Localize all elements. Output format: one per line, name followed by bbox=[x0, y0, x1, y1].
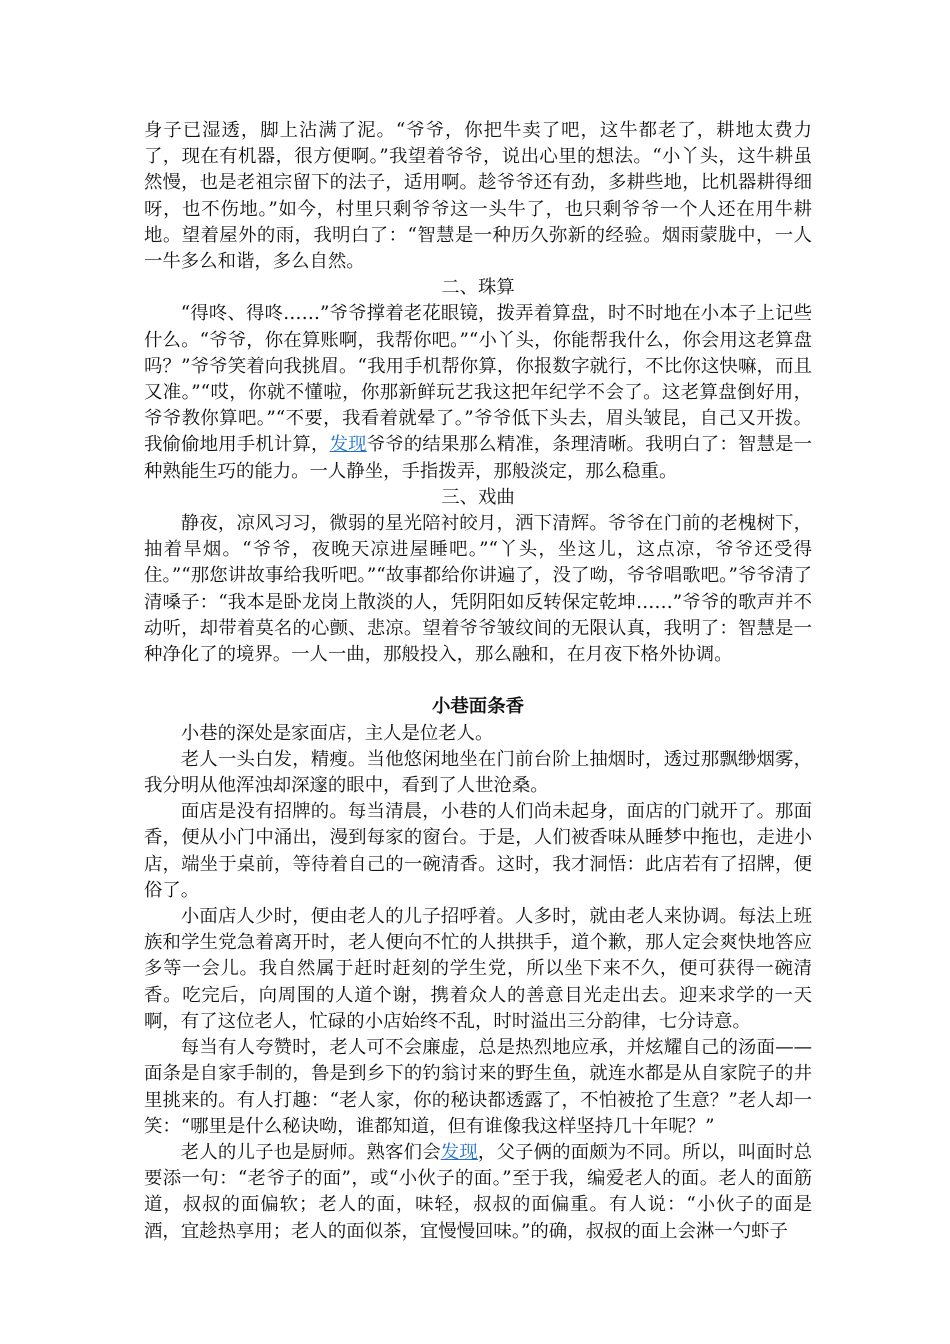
paragraph-abacus-text-a: “得咚、得咚……”爷爷撑着老花眼镜，拨弄着算盘，时不时地在小本子上记些什么。“爷爷，你在算账啊，我帮你吧。”“小丫头，你能帮我什么，你会用这老算盘吗？”爷爷笑着向我挑眉。“我用手机帮你算，你报数字就行，不比你这快嘛，而且又准。”“哎，你就不懂啦，你那新鲜玩艺我这把年纪学不会了。这老算盘倒好用，爷爷教你算吧。”“不要，我看着就晕了。”爷爷低下头去，眉头皱昆，自己又开拨。我偷偷地用手机计算， bbox=[144, 303, 812, 456]
article-title: 小巷面条香 bbox=[432, 696, 524, 718]
article-paragraph-4: 小面店人少时，便由老人的儿子招呼着。人多时，就由老人来协调。每法上班族和学生党急着离开时，老人便向不忙的人拱拱手，道个歉，那人定会爽快地答应多等一会儿。我自然属于赶时赶刻的学生党，所以坐下来不久，便可获得一碗清香。吃完后，向周围的人道个谢，携着众人的善意目光走出去。迎来求学的一天啊，有了这位老人，忙碌的小店始终不乱，时时溢出三分韵律，七分诗意。 bbox=[144, 906, 812, 1032]
article-paragraph-2: 老人一头白发，精瘦。当他悠闲地坐在门前台阶上抽烟时，透过那飘缈烟雾，我分明从他浑浊却深邃的眼中，看到了人世沧桑。 bbox=[144, 748, 812, 797]
link-discover-2[interactable]: 发现 bbox=[440, 1141, 478, 1163]
article-paragraph-6-text-b: ，父子俩的面颇为不同。所以，叫面时总要添一句：“老爷子的面”，或“小伙子的面。”至于我，编爱老人的面。老人的面筋道，叔叔的面偏软；老人的面，味轻，叔叔的面偏重。有人说：“小伙子的面是酒，宜趁热享用；老人的面似茶，宜慢慢回味。”的确，叔叔的面上会淋一勺虾子 bbox=[144, 1141, 812, 1242]
article-paragraph-6 bbox=[144, 1140, 812, 1245]
document-page bbox=[144, 118, 812, 1245]
article-paragraph-3: 面店是没有招牌的。每当清晨，小巷的人们尚未起身，面店的门就开了。那面香，便从小门中涌出，漫到每家的窗台。于是，人们被香味从睡梦中拖也，走进小店，端坐于桌前，等待着自己的一碗清香。这时，我才洞悟：此店若有了招牌，便俗了。 bbox=[144, 801, 812, 901]
section-heading-opera: 三、戏曲 bbox=[441, 486, 515, 508]
article-paragraph-5: 每当有人夸赞时，老人可不会廉虚，总是热烈地应承，并炫耀自己的汤面——面条是自家手制的，鲁是到乡下的钓翁讨来的野生鱼，就连水都是从自家院子的井里挑来的。有人打趣：“老人家，你的秘诀都透露了，不怕被抢了生意？”老人却一笑：“哪里是什么秘诀呦，谁都知道，但有谁像我这样坚持几十年呢？” bbox=[144, 1037, 812, 1137]
section-heading-abacus: 二、珠算 bbox=[441, 277, 515, 299]
paragraph-ox-farming-end: 身子已湿透，脚上沾满了泥。“爷爷，你把牛卖了吧，这牛都老了，耕地太费力了，现在有机器，很方便啊。”我望着爷爷，说出心里的想法。“小丫头，这牛耕虽然慢，也是老祖宗留下的法子，适用啊。趁爷爷还有劲，多耕些地，比机器耕得细呀，也不伤地。”如今，村里只剩爷爷这一头牛了，也只剩爷爷一个人还在用牛耕地。望着屋外的雨，我明白了：“智慧是一种历久弥新的经验。烟雨蒙胧中，一人一牛多么和谐，多么自然。 bbox=[144, 120, 812, 273]
article-paragraph-1: 小巷的深处是家面店，主人是位老人。 bbox=[180, 722, 494, 744]
paragraph-abacus-text-b: 爷爷的结果那么精准，条理清晰。我明白了：智慧是一种熟能生巧的能力。一人静坐，手指拨弄，那般淡定，那么稳重。 bbox=[144, 434, 812, 482]
blank-line bbox=[144, 668, 812, 694]
paragraph-abacus bbox=[144, 301, 812, 484]
link-discover-1[interactable]: 发现 bbox=[329, 434, 367, 456]
article-paragraph-6-text-a: 老人的儿子也是厨师。熟客们会 bbox=[180, 1141, 441, 1163]
paragraph-opera: 静夜，凉风习习，微弱的星光陪衬皎月，洒下清辉。爷爷在门前的老槐树下，抽着旱烟。“爷爷，夜晚天凉进屋睡吧。”“丫头，坐这儿，这点凉，爷爷还受得住。”“那您讲故事给我听吧。”“故事都给你讲遍了，没了呦，爷爷唱歌吧。”爷爷清了清嗓子：“我本是卧龙岗上散淡的人，凭阴阳如反转保定乾坤……”爷爷的歌声并不动听，却带着莫名的心颤、悲凉。望着爷爷皱纹间的无限认真，我明了：智慧是一种净化了的境界。一人一曲，那般投入，那么融和，在月夜下格外协调。 bbox=[144, 513, 812, 666]
